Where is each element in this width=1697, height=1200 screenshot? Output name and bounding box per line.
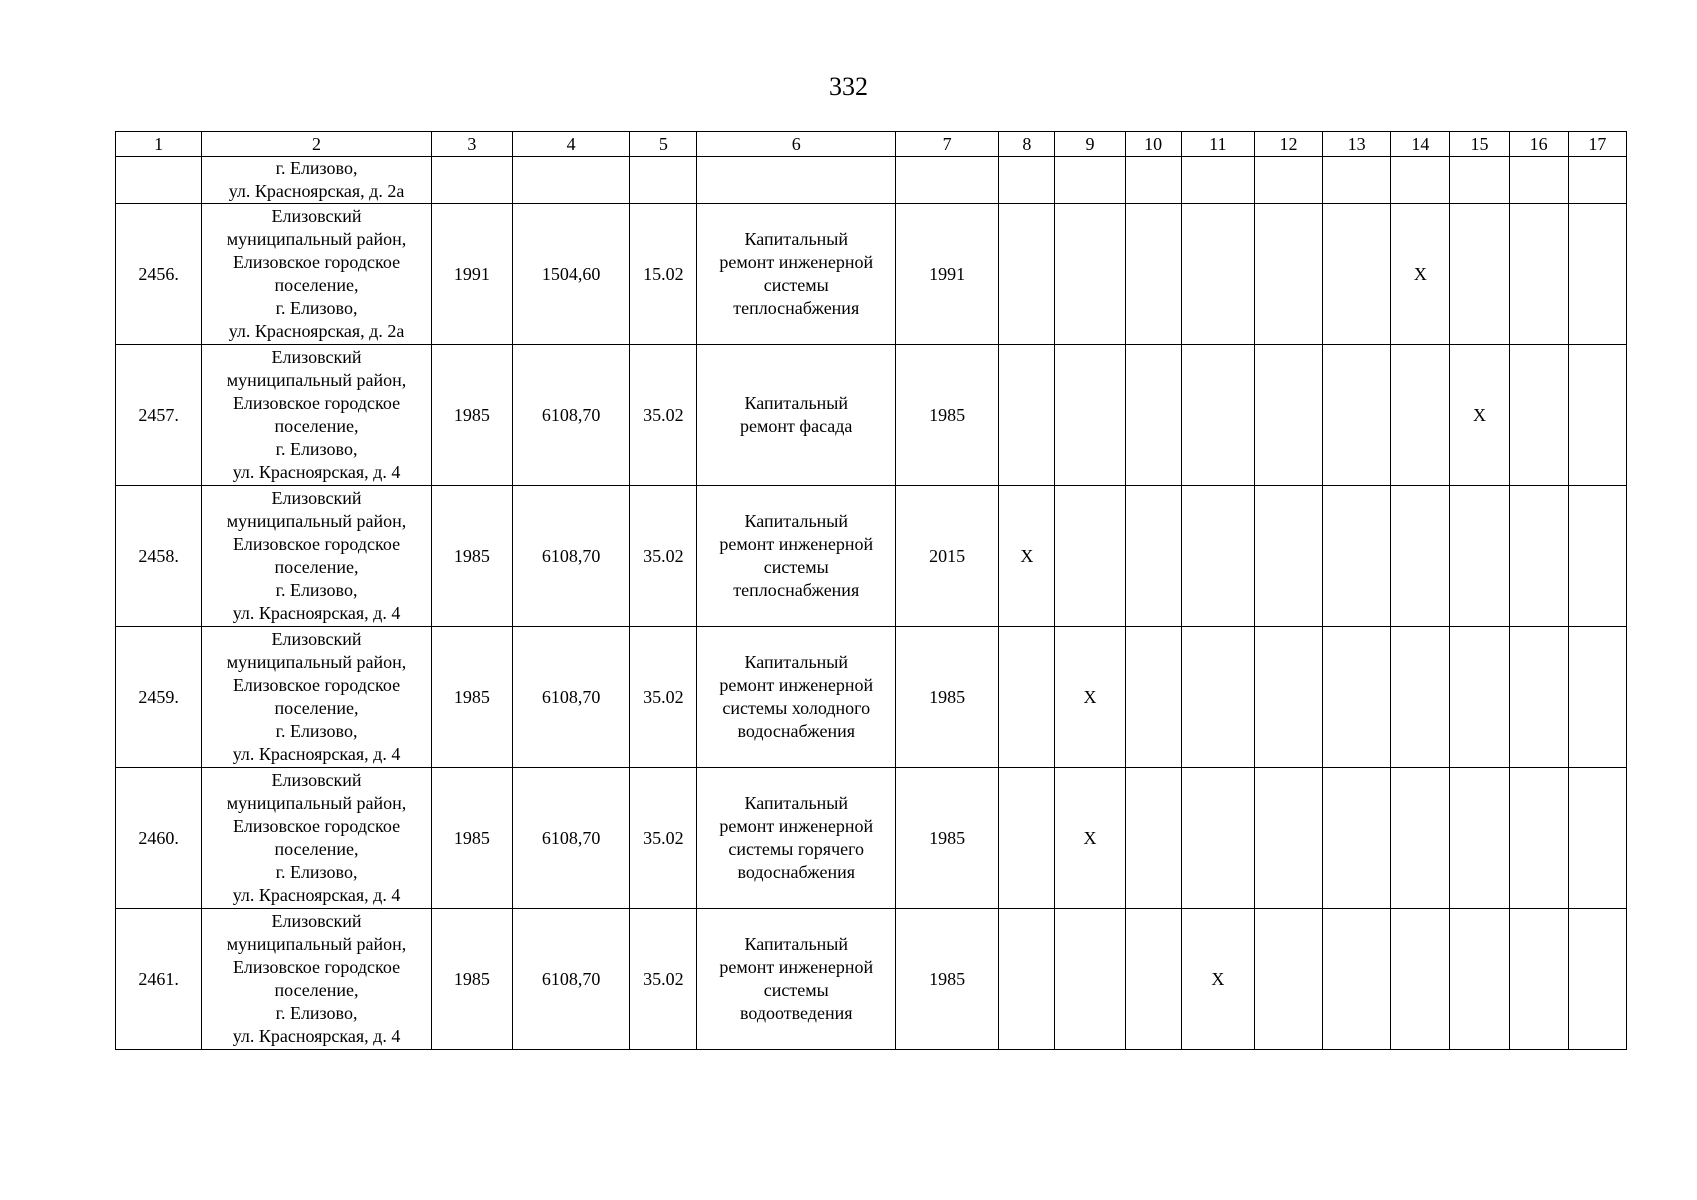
work-line: системы горячего [728,839,865,859]
address-line: г. Елизово, [275,580,358,600]
column-number: 13 [1323,132,1391,157]
mark-cell [1254,486,1322,627]
year-repair-cell: 2015 [896,486,999,627]
address-line: Елизовский [271,629,362,649]
mark-cell [1181,768,1254,909]
column-number: 1 [116,132,202,157]
work-line: ремонт инженерной [719,957,874,977]
year-built-cell: 1985 [431,345,512,486]
address-line: ул. Красноярская, д. 4 [232,885,401,905]
area-cell: 6108,70 [513,768,630,909]
area-cell: 6108,70 [513,486,630,627]
address-line: ул. Красноярская, д. 4 [232,603,401,623]
empty-cell [513,157,630,204]
wear-cell: 15.02 [630,204,697,345]
address-line: Елизовское городское [232,393,401,413]
mark-cell [1509,768,1568,909]
mark-cell [1568,627,1626,768]
address-line: поселение, [274,839,359,859]
empty-cell [1391,157,1450,204]
work-type-cell [697,204,896,345]
mark-cell [1323,345,1391,486]
address-line: муниципальный район, [226,793,407,813]
address-line: ул. Красноярская, д. 2а [228,181,405,201]
work-line: ремонт фасада [740,416,853,436]
address-line: Елизовское городское [232,957,401,977]
area-cell: 6108,70 [513,627,630,768]
mark-cell [1450,486,1509,627]
address-line: г. Елизово, [275,721,358,741]
address-line: Елизовский [271,911,362,931]
column-number: 2 [202,132,432,157]
address-line: Елизовский [271,488,362,508]
mark-cell [999,768,1055,909]
mark-cell [1323,909,1391,1050]
wear-cell: 35.02 [630,345,697,486]
mark-cell [1254,909,1322,1050]
empty-cell [1450,157,1509,204]
work-type-cell [697,627,896,768]
year-built-cell: 1985 [431,486,512,627]
address-line: Елизовский [271,770,362,790]
mark-cell [1391,486,1450,627]
work-type-cell [697,486,896,627]
address-line: Елизовское городское [232,675,401,695]
empty-cell [896,157,999,204]
mark-cell [1055,909,1125,1050]
empty-cell [1181,157,1254,204]
mark-cell [999,627,1055,768]
address-cell [202,486,432,627]
row-number-cell: 2458. [116,486,202,627]
mark-cell [1568,909,1626,1050]
mark-cell [1509,204,1568,345]
mark-cell [1254,204,1322,345]
table-row [116,768,1627,909]
empty-cell [630,157,697,204]
column-number: 4 [513,132,630,157]
mark-cell [1391,909,1450,1050]
work-type-cell [697,909,896,1050]
mark-cell [999,345,1055,486]
row-number-cell: 2457. [116,345,202,486]
mark-cell [1125,627,1181,768]
mark-cell [1391,768,1450,909]
address-line: г. Елизово, [275,1003,358,1023]
area-cell: 6108,70 [513,345,630,486]
year-repair-cell: 1985 [896,627,999,768]
mark-cell [1254,345,1322,486]
address-line: г. Елизово, [275,862,358,882]
mark-cell [1391,345,1450,486]
empty-cell [1509,157,1568,204]
address-line: поселение, [274,557,359,577]
address-line: поселение, [274,698,359,718]
mark-cell [1125,204,1181,345]
row-number-cell [116,157,202,204]
mark-cell [1391,627,1450,768]
repair-program-table [115,131,1627,1050]
address-line: г. Елизово, [275,158,358,178]
column-number: 14 [1391,132,1450,157]
column-number: 12 [1254,132,1322,157]
mark-cell [1323,768,1391,909]
column-number: 16 [1509,132,1568,157]
year-repair-cell: 1985 [896,768,999,909]
address-line: ул. Красноярская, д. 2а [228,321,405,341]
address-line: муниципальный район, [226,370,407,390]
row-number-cell: 2460. [116,768,202,909]
work-line: системы холодного [722,698,871,718]
address-line: Елизовское городское [232,252,401,272]
work-line: системы [763,275,829,295]
address-line: Елизовский [271,206,362,226]
wear-cell: 35.02 [630,909,697,1050]
work-line: ремонт инженерной [719,252,874,272]
work-line: водоснабжения [737,862,855,882]
address-line: поселение, [274,416,359,436]
work-line: ремонт инженерной [719,675,874,695]
column-number: 10 [1125,132,1181,157]
address-cell [202,627,432,768]
year-built-cell: 1985 [431,909,512,1050]
mark-cell [1125,768,1181,909]
mark-cell [1568,486,1626,627]
year-built-cell: 1991 [431,204,512,345]
row-number-cell: 2459. [116,627,202,768]
table-row [116,345,1627,486]
mark-cell: X [1055,768,1125,909]
mark-cell [1568,345,1626,486]
work-line: Капитальный [744,793,849,813]
column-number-row [116,132,1627,157]
empty-cell [1323,157,1391,204]
mark-cell [1055,204,1125,345]
mark-cell [1450,627,1509,768]
mark-cell: X [999,486,1055,627]
address-line: поселение, [274,275,359,295]
address-line: ул. Красноярская, д. 4 [232,1026,401,1046]
mark-cell [1450,768,1509,909]
address-line: поселение, [274,980,359,1000]
column-number: 9 [1055,132,1125,157]
mark-cell [1055,345,1125,486]
empty-cell [999,157,1055,204]
page-number: 332 [829,72,868,101]
mark-cell: X [1181,909,1254,1050]
mark-cell [999,204,1055,345]
work-line: ремонт инженерной [719,534,874,554]
work-line: Капитальный [744,934,849,954]
mark-cell [1323,627,1391,768]
address-line: г. Елизово, [275,298,358,318]
address-cell [202,909,432,1050]
work-line: Капитальный [744,652,849,672]
wear-cell: 35.02 [630,627,697,768]
address-line: ул. Красноярская, д. 4 [232,462,401,482]
address-line: муниципальный район, [226,934,407,954]
column-number: 7 [896,132,999,157]
year-repair-cell: 1991 [896,204,999,345]
column-number: 8 [999,132,1055,157]
row-number-cell: 2461. [116,909,202,1050]
empty-cell [431,157,512,204]
address-cell [202,157,432,204]
mark-cell [1181,486,1254,627]
empty-cell [1254,157,1322,204]
address-line: Елизовское городское [232,534,401,554]
address-line: муниципальный район, [226,229,407,249]
mark-cell [1055,486,1125,627]
address-line: г. Елизово, [275,439,358,459]
year-built-cell: 1985 [431,768,512,909]
empty-cell [1055,157,1125,204]
continuation-row [116,157,1627,204]
mark-cell [1125,909,1181,1050]
area-cell: 6108,70 [513,909,630,1050]
mark-cell [1254,768,1322,909]
table-row [116,486,1627,627]
address-line: Елизовский [271,347,362,367]
address-line: Елизовское городское [232,816,401,836]
work-line: Капитальный [744,393,849,413]
table-row [116,627,1627,768]
mark-cell [1181,204,1254,345]
work-type-cell [697,345,896,486]
mark-cell [1323,486,1391,627]
mark-cell [1568,204,1626,345]
year-built-cell: 1985 [431,627,512,768]
address-line: ул. Красноярская, д. 4 [232,744,401,764]
year-repair-cell: 1985 [896,909,999,1050]
mark-cell [1323,204,1391,345]
work-line: системы [763,557,829,577]
table-row [116,204,1627,345]
mark-cell [1125,486,1181,627]
work-line: водоотведения [740,1003,853,1023]
column-number: 11 [1181,132,1254,157]
address-cell [202,345,432,486]
work-line: теплоснабжения [733,298,860,318]
column-number: 17 [1568,132,1626,157]
column-number: 15 [1450,132,1509,157]
address-line: муниципальный район, [226,652,407,672]
mark-cell [1509,486,1568,627]
mark-cell [1450,204,1509,345]
row-number-cell: 2456. [116,204,202,345]
mark-cell [1450,909,1509,1050]
mark-cell [1509,345,1568,486]
address-cell [202,768,432,909]
work-line: водоснабжения [737,721,855,741]
mark-cell [1568,768,1626,909]
wear-cell: 35.02 [630,486,697,627]
empty-cell [1568,157,1626,204]
work-line: Капитальный [744,229,849,249]
mark-cell [999,909,1055,1050]
year-repair-cell: 1985 [896,345,999,486]
work-line: Капитальный [744,511,849,531]
mark-cell: X [1391,204,1450,345]
mark-cell [1125,345,1181,486]
work-line: системы [763,980,829,1000]
mark-cell [1181,627,1254,768]
work-line: теплоснабжения [733,580,860,600]
empty-cell [697,157,896,204]
work-line: ремонт инженерной [719,816,874,836]
mark-cell: X [1055,627,1125,768]
mark-cell [1181,345,1254,486]
mark-cell [1509,627,1568,768]
table-row [116,909,1627,1050]
column-number: 6 [697,132,896,157]
area-cell: 1504,60 [513,204,630,345]
wear-cell: 35.02 [630,768,697,909]
column-number: 3 [431,132,512,157]
address-line: муниципальный район, [226,511,407,531]
address-cell [202,204,432,345]
mark-cell: X [1450,345,1509,486]
mark-cell [1254,627,1322,768]
mark-cell [1509,909,1568,1050]
column-number: 5 [630,132,697,157]
empty-cell [1125,157,1181,204]
work-type-cell [697,768,896,909]
